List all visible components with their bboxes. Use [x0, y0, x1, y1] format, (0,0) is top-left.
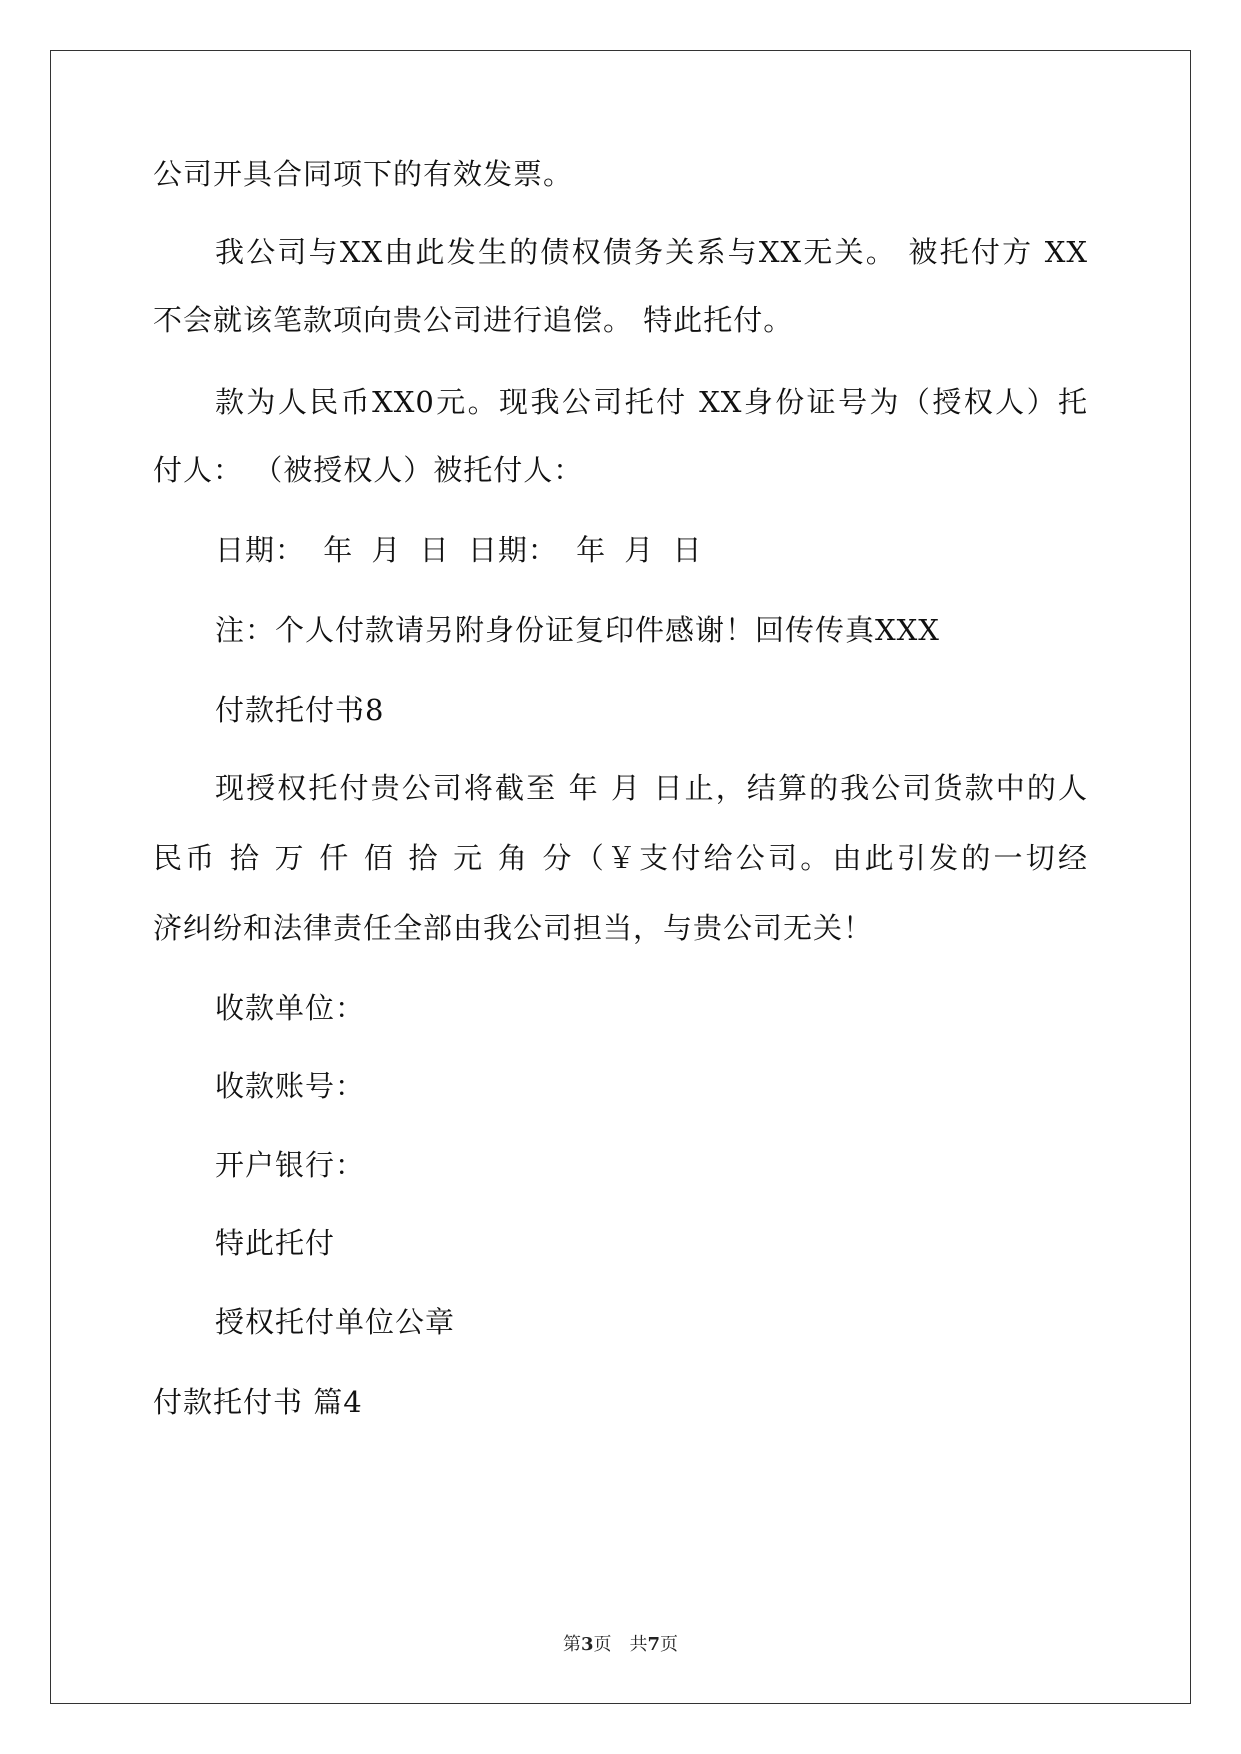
bank-label: 开户银行：: [215, 1148, 366, 1182]
footer-total-suffix: 页: [660, 1634, 679, 1655]
body-line-1: 公司开具合同项下的有效发票。: [153, 157, 574, 191]
body-line-11: 济纠纷和法律责任全部由我公司担当，与贵公司无关！: [153, 911, 874, 945]
body-line-9: 现授权托付贵公司将截至 年 月 日止，结算的我公司货款中的人: [215, 771, 1088, 805]
payee-account-label: 收款账号：: [215, 1069, 366, 1103]
body-line-5: 付人： （被授权人）被托付人：: [153, 453, 584, 487]
footer-page-number: 3: [580, 1634, 594, 1655]
body-line-3: 不会就该笔款项向贵公司进行追偿。 特此托付。: [153, 303, 794, 337]
footer-total-prefix: 共: [629, 1634, 648, 1655]
body-line-4: 款为人民币XX0元。现我公司托付 XX身份证号为（授权人）托: [215, 385, 1088, 419]
page-footer: [0, 1633, 1241, 1657]
payee-unit-label: 收款单位：: [215, 991, 366, 1025]
footer-page-suffix: 页: [593, 1634, 612, 1655]
footer-total-pages: 7: [647, 1634, 661, 1655]
footer-prefix: 第: [562, 1634, 581, 1655]
section-heading-8: 付款托付书8: [215, 693, 385, 727]
seal-line: 授权托付单位公章: [215, 1305, 456, 1339]
body-line-2: 我公司与XX由此发生的债权债务关系与XX无关。 被托付方 XX: [215, 235, 1088, 269]
closing-line: 特此托付: [215, 1226, 336, 1260]
note-line: 注：个人付款请另附身份证复印件感谢！回传传真XXX: [215, 613, 940, 647]
body-line-10: 民币 拾 万 仟 佰 拾 元 角 分（￥支付给公司。由此引发的一切经: [153, 841, 1088, 875]
section-heading-4: 付款托付书 篇4: [153, 1385, 363, 1419]
date-line: 日期： 年 月 日 日期： 年 月 日: [215, 533, 703, 567]
page-border: [50, 50, 1191, 1704]
